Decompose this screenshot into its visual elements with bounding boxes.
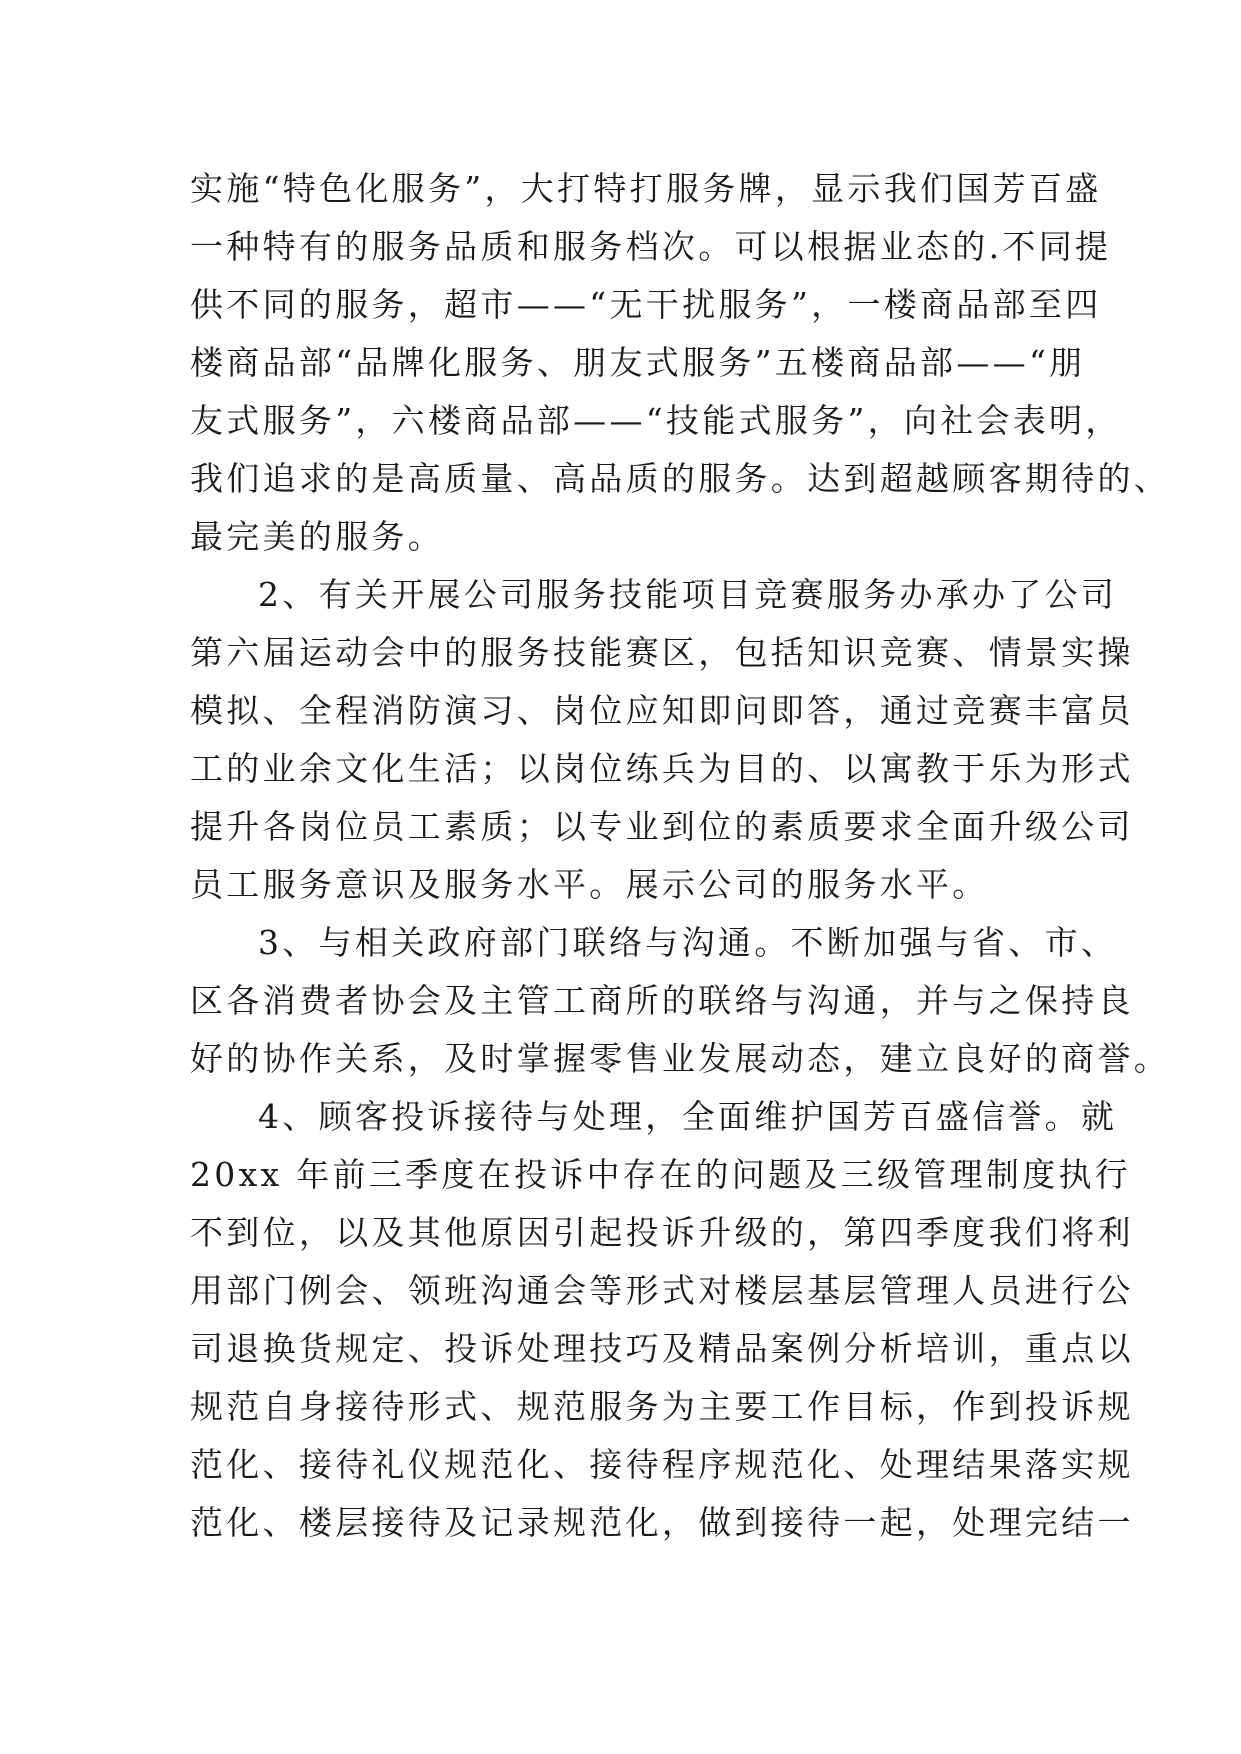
text-line: 第六届运动会中的服务技能赛区，包括知识竞赛、情景实操	[190, 633, 1134, 672]
text-line: 工的业余文化生活；以岗位练兵为目的、以寓教于乐为形式	[190, 749, 1134, 788]
text-line: 楼商品部“品牌化服务、朋友式服务”五楼商品部——“朋	[190, 343, 1086, 382]
text-line: 司退换货规定、投诉处理技巧及精品案例分析培训，重点以	[190, 1329, 1134, 1368]
text-line: 供不同的服务，超市——“无干扰服务”，一楼商品部至四	[190, 285, 1102, 324]
text-line: 范化、楼层接待及记录规范化，做到接待一起，处理完结一	[190, 1503, 1134, 1542]
text-line: 模拟、全程消防演习、岗位应知即问即答，通过竞赛丰富员	[190, 691, 1134, 730]
paragraph-start-line: 2、有关开展公司服务技能项目竞赛服务办承办了公司	[258, 575, 1118, 614]
text-line: 一种特有的服务品质和服务档次。可以根据业态的.不同提	[190, 227, 1112, 266]
text-line: 友式服务”，六楼商品部——“技能式服务”，向社会表明，	[190, 401, 1122, 440]
text-line: 规范自身接待形式、规范服务为主要工作目标，作到投诉规	[190, 1387, 1134, 1426]
text-line: 范化、接待礼仪规范化、接待程序规范化、处理结果落实规	[190, 1445, 1134, 1484]
text-line: 员工服务意识及服务水平。展示公司的服务水平。	[190, 865, 989, 904]
text-line: 实施“特色化服务”，大打特打服务牌，显示我们国芳百盛	[190, 169, 1102, 208]
paragraph-start-line: 4、顾客投诉接待与处理，全面维护国芳百盛信誉。就	[258, 1097, 1118, 1136]
paragraph-start-line: 3、与相关政府部门联络与沟通。不断加强与省、市、	[258, 923, 1118, 962]
text-line: 好的协作关系，及时掌握零售业发展动态，建立良好的商誉。	[190, 1039, 1171, 1078]
text-line: 最完美的服务。	[190, 517, 445, 556]
text-line: 我们追求的是高质量、高品质的服务。达到超越顾客期待的、	[190, 459, 1171, 498]
text-line: 20xx 年前三季度在投诉中存在的问题及三级管理制度执行	[190, 1155, 1132, 1194]
text-line: 用部门例会、领班沟通会等形式对楼层基层管理人员进行公	[190, 1271, 1134, 1310]
text-line: 提升各岗位员工素质；以专业到位的素质要求全面升级公司	[190, 807, 1134, 846]
text-line: 不到位，以及其他原因引起投诉升级的，第四季度我们将利	[190, 1213, 1134, 1252]
text-line: 区各消费者协会及主管工商所的联络与沟通，并与之保持良	[190, 981, 1134, 1020]
document-body	[190, 160, 1171, 1552]
